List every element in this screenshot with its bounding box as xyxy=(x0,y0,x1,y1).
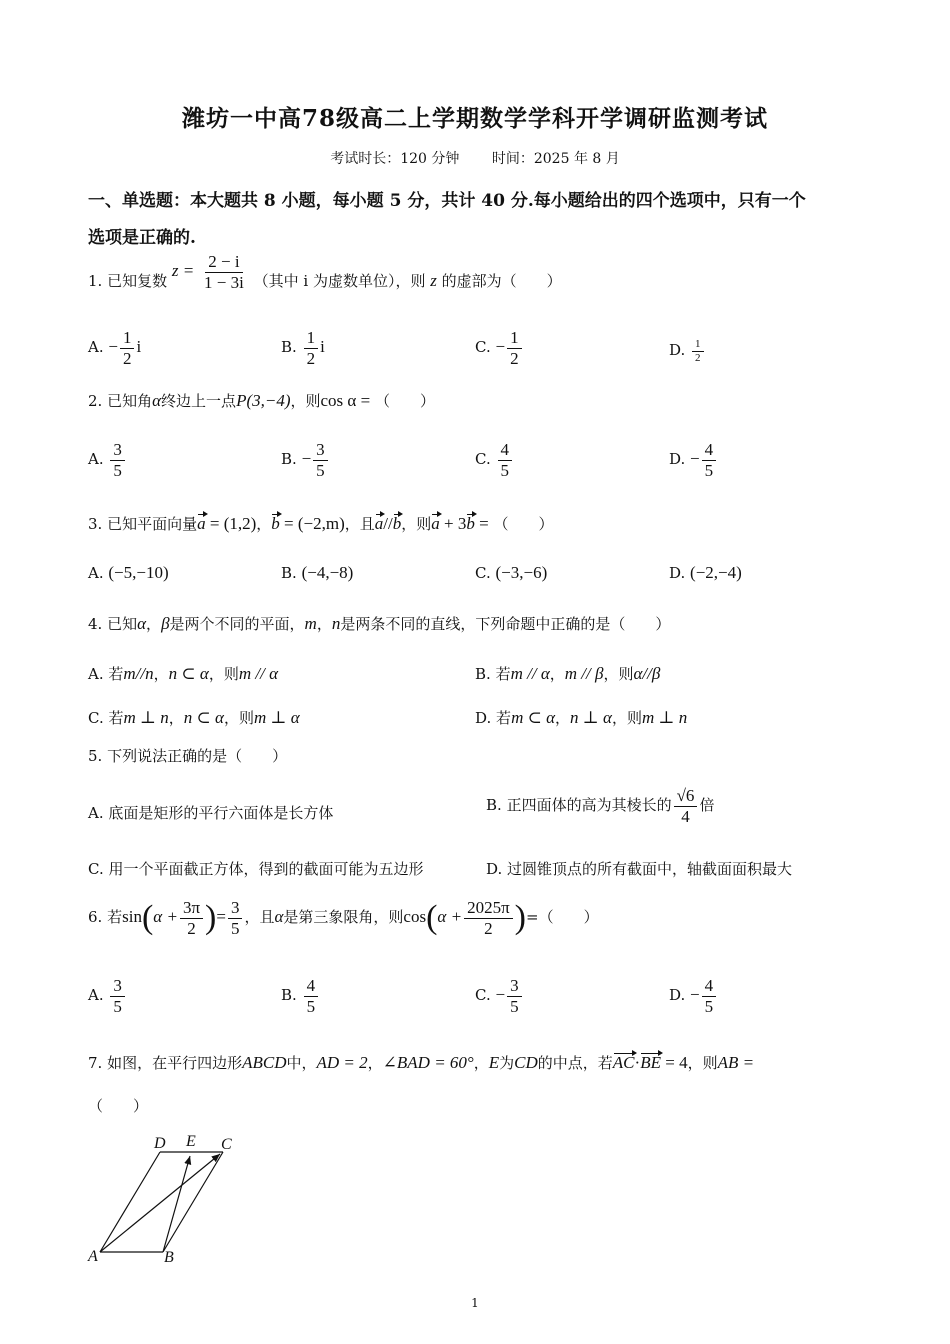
numerator: 3 xyxy=(507,976,522,997)
punct: ， xyxy=(153,665,169,683)
vector-be-arrow xyxy=(163,1156,190,1252)
option-text: 若 xyxy=(108,709,124,727)
numerator: 1 xyxy=(507,328,522,349)
question-text: 已知复数 xyxy=(107,272,168,291)
label-a: A xyxy=(88,1248,98,1265)
option-label: C. xyxy=(88,860,104,878)
option-label: B. xyxy=(281,450,297,469)
vector-ac: AC xyxy=(612,1053,635,1072)
fraction xyxy=(180,898,203,938)
q1-option-b[interactable] xyxy=(281,328,325,368)
option-label: D. xyxy=(669,450,686,469)
math-expr: ∠BAD = 60° xyxy=(382,1053,474,1072)
option-label: A. xyxy=(88,564,104,582)
question-text: ，则 xyxy=(687,1054,718,1072)
paren: ) xyxy=(205,899,217,937)
label-c: C xyxy=(221,1136,232,1153)
option-label: D. xyxy=(475,709,492,727)
fraction xyxy=(498,440,513,480)
fraction xyxy=(304,328,319,368)
option-label: C. xyxy=(475,338,491,357)
q5-option-a[interactable] xyxy=(88,802,333,823)
math-expr: m ⊥ n xyxy=(123,708,169,727)
option-text: 倍 xyxy=(699,796,715,815)
denominator: 5 xyxy=(510,996,519,1016)
sign: − xyxy=(690,449,700,469)
option-label: A. xyxy=(88,450,104,469)
question-2 xyxy=(88,390,435,411)
math-expr: z = xyxy=(171,261,195,281)
math-expr: m ⊥ n xyxy=(641,708,688,727)
denominator: 1 − 3i xyxy=(204,272,244,292)
paren: ) xyxy=(514,899,526,937)
math-expr: cos α = xyxy=(320,391,371,410)
numerator: 1 xyxy=(120,328,135,349)
numerator: 3 xyxy=(110,976,125,997)
math-expr: = (1,2) xyxy=(205,514,257,533)
option-text: 若 xyxy=(108,665,124,683)
fraction xyxy=(201,252,247,292)
punct: ， xyxy=(146,615,162,633)
math-expr: = xyxy=(216,907,226,927)
numerator: 4 xyxy=(498,440,513,461)
question-1 xyxy=(88,252,562,302)
question-text: 是两个不同的平面， xyxy=(169,615,305,633)
fraction xyxy=(110,440,125,480)
question-text: 已知平面向量 xyxy=(107,515,198,533)
paren: ( xyxy=(141,899,154,937)
math-func: cos xyxy=(403,907,427,927)
option-text: ，则 xyxy=(208,665,239,683)
denominator: 2 xyxy=(187,918,196,938)
q2-option-c[interactable] xyxy=(475,440,514,480)
math-expr: m//n xyxy=(123,664,154,683)
math-expr: m // β xyxy=(564,664,604,683)
numerator: 3 xyxy=(313,440,328,461)
option-label: B. xyxy=(281,564,297,582)
numerator: 2 − i xyxy=(205,252,242,273)
math-expr: α + xyxy=(437,907,463,927)
tail: i xyxy=(136,337,142,357)
denominator: 2 xyxy=(306,348,316,368)
q2-option-b[interactable] xyxy=(281,440,330,480)
question-text: 是第三象限角，则 xyxy=(283,908,404,927)
vector-a: a xyxy=(431,514,440,533)
math-expr: CD xyxy=(514,1053,538,1072)
punct: ， xyxy=(549,665,565,683)
question-number: 6. xyxy=(88,908,103,927)
denominator: 5 xyxy=(230,918,240,938)
vector-a: a xyxy=(374,514,384,533)
math-var: z xyxy=(430,271,437,291)
denominator: 5 xyxy=(500,460,509,480)
numerator: 1 xyxy=(304,328,319,349)
question-number: 2. xyxy=(88,392,103,410)
fraction xyxy=(313,440,328,480)
math-var: α xyxy=(152,391,162,410)
option-label: D. xyxy=(669,986,686,1005)
numerator: 1 xyxy=(692,338,704,352)
denominator: 5 xyxy=(113,996,122,1016)
vector-a: a xyxy=(197,514,206,533)
math-expr: = xyxy=(474,514,489,533)
fraction xyxy=(120,328,135,368)
fraction xyxy=(692,338,704,364)
denominator: 2 xyxy=(695,351,701,364)
math-expr: AB = xyxy=(717,1053,755,1072)
option-label: A. xyxy=(88,804,104,822)
question-text: 若 xyxy=(107,908,123,927)
option-text: 若 xyxy=(495,665,511,683)
punct: ， xyxy=(555,709,571,727)
fraction xyxy=(464,898,513,938)
punct: ， xyxy=(316,615,332,633)
question-text: 已知 xyxy=(107,615,138,633)
parallel-symbol: // xyxy=(383,514,393,533)
question-text: =（ ） xyxy=(526,908,599,927)
fraction xyxy=(228,898,243,938)
question-text: 终边上一点 xyxy=(161,392,237,410)
math-var: α xyxy=(137,614,147,633)
sign: − xyxy=(301,449,312,469)
fraction xyxy=(674,786,698,826)
option-label: D. xyxy=(669,564,686,582)
denominator: 2 xyxy=(484,918,493,938)
question-text: ，且 xyxy=(344,515,375,533)
q3-option-d[interactable] xyxy=(669,563,742,583)
question-7 xyxy=(88,1052,754,1073)
exam-title: 潍坊一中高78级高二上学期数学学科开学调研监测考试 xyxy=(181,105,768,132)
punct: ， xyxy=(367,1054,383,1072)
q4-option-a[interactable] xyxy=(88,663,278,684)
math-var: m xyxy=(304,614,317,633)
question-7-answer-blank: （ ） xyxy=(88,1097,149,1115)
math-expr: n ⊂ α xyxy=(168,664,209,683)
question-text: （其中 i 为虚数单位），则 xyxy=(253,272,426,291)
question-number: 5. xyxy=(88,747,103,765)
question-number: 1. xyxy=(88,272,103,291)
question-text: （ ） xyxy=(493,515,554,533)
q3-option-c[interactable] xyxy=(475,563,547,583)
question-text: （ ） xyxy=(374,392,435,410)
option-label: D. xyxy=(669,341,686,360)
math-op: · xyxy=(634,1053,641,1072)
option-label: A. xyxy=(88,338,104,357)
fraction xyxy=(304,976,319,1016)
q2-option-a[interactable] xyxy=(88,440,127,480)
denominator: 5 xyxy=(113,460,122,480)
option-text: 用一个平面截正方体，得到的截面可能为五边形 xyxy=(108,860,424,878)
math-expr: = (−2,m) xyxy=(279,514,345,533)
punct: ， xyxy=(473,1054,489,1072)
question-text: 的虚部为（ ） xyxy=(441,272,562,291)
math-var: α xyxy=(274,907,284,927)
question-number: 7. xyxy=(88,1054,103,1072)
side-bc xyxy=(163,1152,223,1252)
question-text: 下列说法正确的是（ ） xyxy=(107,747,288,765)
numerator: 3π xyxy=(180,898,203,919)
option-value: (−4,−8) xyxy=(301,563,354,582)
section-heading-line1: 一、单选题：本大题共 8 小题，每小题 5 分，共计 40 分.每小题给出的四个选项中，只有一个 xyxy=(88,191,806,211)
q5-option-b[interactable] xyxy=(486,786,714,826)
denominator: 5 xyxy=(704,460,714,480)
fraction xyxy=(507,328,522,368)
option-label: B. xyxy=(475,665,491,683)
question-4 xyxy=(88,613,670,634)
question-text: 的中点，若 xyxy=(537,1054,613,1072)
math-var: n xyxy=(331,614,341,633)
q6-option-d[interactable] xyxy=(669,976,718,1016)
q1-option-c[interactable] xyxy=(475,328,524,368)
math-expr: α//β xyxy=(633,664,661,683)
option-value: (−5,−10) xyxy=(108,563,169,582)
label-b: B xyxy=(164,1249,174,1266)
option-label: C. xyxy=(475,564,491,582)
math-expr: + 3 xyxy=(439,514,467,533)
q6-option-a[interactable] xyxy=(88,976,127,1016)
punct: ， xyxy=(168,709,184,727)
page-number: 1 xyxy=(471,1296,479,1310)
vector-b: b xyxy=(271,514,280,533)
fraction xyxy=(507,976,522,1016)
question-text: ，则 xyxy=(290,392,321,410)
question-5 xyxy=(88,745,287,766)
option-value: (−2,−4) xyxy=(690,563,742,582)
exam-duration: 考试时长：120 分钟 xyxy=(330,151,460,167)
question-text: 中， xyxy=(286,1054,317,1072)
option-label: A. xyxy=(88,665,104,683)
math-var: β xyxy=(161,614,170,633)
option-value: (−3,−6) xyxy=(495,563,548,582)
math-expr: AD = 2 xyxy=(316,1053,368,1072)
option-label: D. xyxy=(486,860,503,878)
q4-option-c[interactable] xyxy=(88,707,300,728)
section-heading-line2: 选项是正确的. xyxy=(88,228,196,248)
side-ad xyxy=(100,1152,160,1252)
exam-date: 时间：2025 年 8 月 xyxy=(491,151,620,167)
question-text: ，则 xyxy=(401,515,432,533)
vector-b: b xyxy=(466,514,475,533)
denominator: 5 xyxy=(316,460,325,480)
option-text: ，则 xyxy=(611,709,642,727)
math-expr: m ⊥ α xyxy=(253,708,300,727)
q4-option-d[interactable] xyxy=(475,707,687,728)
paren: ( xyxy=(426,899,438,937)
q5-option-c[interactable] xyxy=(88,858,424,879)
numerator: 4 xyxy=(702,440,717,461)
math-expr: m // α xyxy=(510,664,550,683)
punct: ， xyxy=(256,515,272,533)
question-text: 已知角 xyxy=(107,392,153,410)
q5-option-d[interactable] xyxy=(486,858,792,879)
question-3 xyxy=(88,513,554,534)
numerator: 2025π xyxy=(464,898,513,919)
option-text: ，则 xyxy=(223,709,254,727)
vector-ac-arrow xyxy=(100,1154,220,1252)
math-func: sin xyxy=(122,907,142,927)
math-expr: m ⊂ α xyxy=(511,708,556,727)
numerator: 4 xyxy=(304,976,319,997)
option-label: C. xyxy=(88,709,104,727)
q6-option-c[interactable] xyxy=(475,976,524,1016)
denominator: 5 xyxy=(306,996,316,1016)
numerator: 4 xyxy=(702,976,717,997)
label-d: D xyxy=(154,1135,166,1152)
denominator: 4 xyxy=(681,806,690,826)
vector-b: b xyxy=(392,514,402,533)
fraction xyxy=(702,440,717,480)
q1-option-d[interactable] xyxy=(669,338,706,364)
denominator: 2 xyxy=(510,348,519,368)
math-expr: ABCD xyxy=(242,1053,287,1072)
question-text: ，且 xyxy=(244,908,275,927)
numerator: 3 xyxy=(228,898,243,919)
q1-option-a[interactable] xyxy=(88,328,141,368)
q2-option-d[interactable] xyxy=(669,440,718,480)
numerator: 3 xyxy=(110,440,125,461)
option-label: B. xyxy=(486,796,502,815)
tail: i xyxy=(320,337,325,357)
option-text: 底面是矩形的平行六面体是长方体 xyxy=(108,804,334,822)
question-text: 如图，在平行四边形 xyxy=(107,1054,243,1072)
question-number: 3. xyxy=(88,515,103,533)
q6-option-b[interactable] xyxy=(281,976,320,1016)
q4-option-b[interactable] xyxy=(475,663,660,684)
label-e: E xyxy=(186,1133,196,1150)
q3-option-b[interactable] xyxy=(281,563,353,583)
question-6 xyxy=(88,898,599,938)
numerator: √6 xyxy=(674,786,698,807)
denominator: 2 xyxy=(122,348,132,368)
option-text: ，则 xyxy=(603,665,634,683)
option-label: C. xyxy=(475,986,491,1005)
option-label: B. xyxy=(281,338,297,357)
option-label: A. xyxy=(88,986,104,1005)
option-text: 过圆锥顶点的所有截面中，轴截面面积最大 xyxy=(507,860,793,878)
option-label: C. xyxy=(475,450,491,469)
sign: − xyxy=(108,337,118,357)
question-text: 为 xyxy=(499,1054,515,1072)
question-number: 4. xyxy=(88,615,103,633)
q3-option-a[interactable] xyxy=(88,563,169,583)
sign: − xyxy=(690,985,700,1005)
exam-subtitle xyxy=(0,148,950,168)
question-text: 是两条不同的直线，下列命题中正确的是（ ） xyxy=(340,615,671,633)
math-expr: n ⊥ α xyxy=(570,708,612,727)
fraction xyxy=(702,976,717,1016)
math-var: E xyxy=(488,1053,500,1072)
option-text: 若 xyxy=(496,709,512,727)
fraction xyxy=(110,976,125,1016)
vector-be: BE xyxy=(640,1053,661,1072)
math-expr: α + xyxy=(153,907,178,927)
math-expr: m // α xyxy=(238,664,278,683)
option-label: B. xyxy=(281,986,297,1005)
math-expr: P(3,−4) xyxy=(236,391,291,410)
denominator: 5 xyxy=(704,996,714,1016)
sign: − xyxy=(495,337,506,357)
sign: − xyxy=(495,985,506,1005)
math-expr: n ⊂ α xyxy=(183,708,224,727)
parallelogram-figure xyxy=(80,1128,250,1268)
math-expr: = 4 xyxy=(660,1053,688,1072)
option-text: 正四面体的高为其棱长的 xyxy=(506,796,672,815)
